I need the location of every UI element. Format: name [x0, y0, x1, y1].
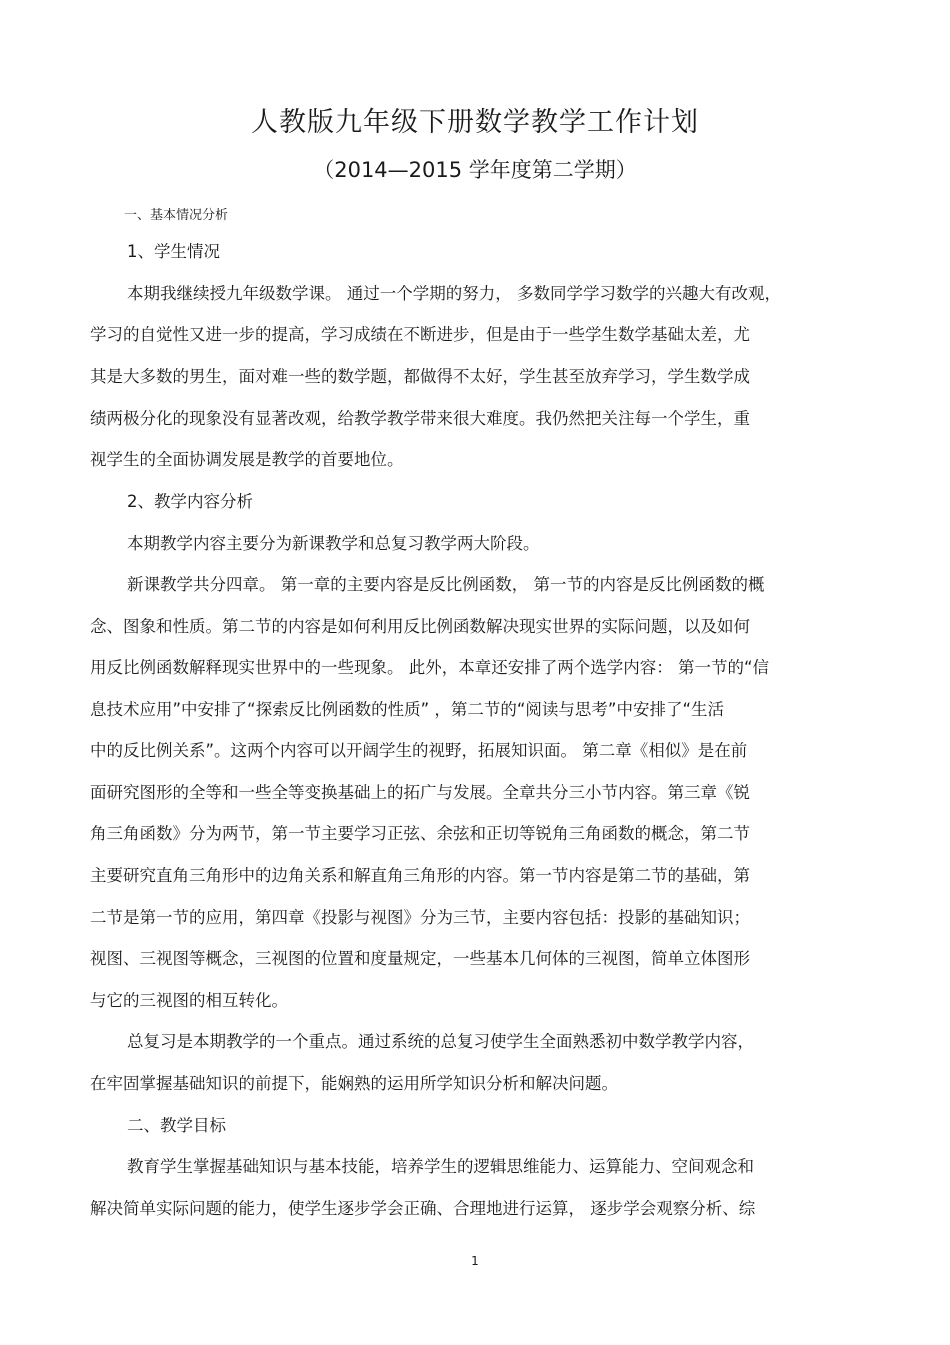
section-heading-teaching-goals: 二、教学目标	[127, 1116, 226, 1135]
paragraph-line: 视图、三视图等概念，三视图的位置和度量规定，一些基本几何体的三视图，简单立体图形	[90, 949, 750, 968]
page-subtitle: （2014—2015 学年度第二学期）	[313, 158, 637, 182]
paragraph-line: 教育学生掌握基础知识与基本技能，培养学生的逻辑思维能力、运算能力、空间观念和	[127, 1157, 754, 1176]
paragraph-line: 在牢固掌握基础知识的前提下，能娴熟的运用所学知识分析和解决问题。	[90, 1074, 618, 1093]
page-number: 1	[471, 1254, 479, 1268]
subheading-content-analysis: 2、教学内容分析	[127, 492, 253, 511]
paragraph-line: 学习的自觉性又进一步的提高，学习成绩在不断进步，但是由于一些学生数学基础太差，尤	[90, 325, 750, 344]
paragraph-line: 解决简单实际问题的能力，使学生逐步学会正确、合理地进行运算， 逐步学会观察分析、综	[90, 1199, 756, 1218]
paragraph-line: 其是大多数的男生，面对难一些的数学题，都做得不太好，学生甚至放弃学习，学生数学成	[90, 367, 750, 386]
paragraph-line: 二节是第一节的应用，第四章《投影与视图》分为三节，主要内容包括：投影的基础知识；	[90, 908, 750, 927]
page-title: 人教版九年级下册数学教学工作计划	[251, 107, 699, 138]
paragraph-line: 新课教学共分四章。 第一章的主要内容是反比例函数， 第一节的内容是反比例函数的概	[127, 575, 765, 594]
paragraph-line: 与它的三视图的相互转化。	[90, 991, 288, 1010]
subheading-student-situation: 1、学生情况	[127, 242, 220, 261]
paragraph-line: 总复习是本期教学的一个重点。通过系统的总复习使学生全面熟悉初中数学教学内容，	[127, 1032, 754, 1051]
section-heading-basic-analysis: 一、基本情况分析	[124, 208, 229, 223]
paragraph-line: 角三角函数》分为两节，第一节主要学习正弦、余弦和正切等锐角三角函数的概念，第二节	[90, 824, 750, 843]
paragraph-line: 念、图象和性质。第二节的内容是如何利用反比例函数解决现实世界的实际问题，以及如何	[90, 617, 750, 636]
paragraph-line: 视学生的全面协调发展是教学的首要地位。	[90, 450, 404, 469]
paragraph-line: 息技术应用”中安排了“探索反比例函数的性质” ，第二节的“阅读与思考”中安排了“生活	[90, 700, 725, 719]
paragraph-line: 绩两极分化的现象没有显著改观，给教学教学带来很大难度。我仍然把关注每一个学生，重	[90, 409, 750, 428]
paragraph-line: 主要研究直角三角形中的边角关系和解直角三角形的内容。第一节内容是第二节的基础，第	[90, 866, 750, 885]
paragraph-line: 中的反比例关系”。这两个内容可以开阔学生的视野，拓展知识面。 第二章《相似》是在前	[90, 741, 748, 760]
paragraph-line: 本期我继续授九年级数学课。 通过一个学期的努力， 多数同学学习数学的兴趣大有改观，	[127, 284, 781, 303]
paragraph-line: 用反比例函数解释现实世界中的一些现象。 此外，本章还安排了两个选学内容： 第一节的“信	[90, 658, 770, 677]
paragraph-line: 面研究图形的全等和一些全等变换基础上的拓广与发展。全章共分三小节内容。第三章《锐	[90, 783, 750, 802]
paragraph-line: 本期教学内容主要分为新课教学和总复习教学两大阶段。	[127, 534, 540, 553]
